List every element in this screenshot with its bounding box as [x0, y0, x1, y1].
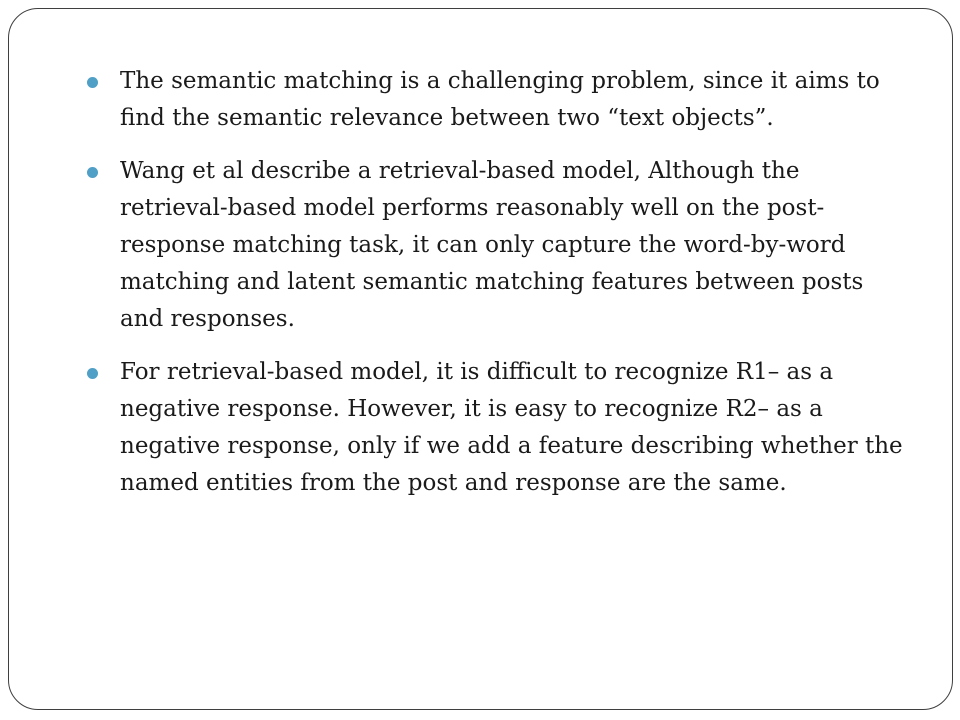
- bullet-dot-icon: [87, 368, 98, 379]
- slide-frame: [8, 8, 953, 710]
- bullet-text-1: The semantic matching is a challenging problem, since it aims to find the semantic relevance between two “text objects”.: [120, 68, 880, 131]
- bullet-item-2: [87, 153, 907, 338]
- bullet-list: [87, 63, 907, 518]
- bullet-dot-icon: [87, 77, 98, 88]
- bullet-text-2: Wang et al describe a retrieval-based model, Although the retrieval-based model performs reasonably well on the post-response matching task, it can only capture the word-by-word matching and latent semantic matching features between posts and responses.: [120, 158, 864, 332]
- bullet-text-3: For retrieval-based model, it is difficult to recognize R1– as a negative response. However, it is easy to recognize R2– as a negative response, only if we add a feature describing whether the named entities from the post and response are the same.: [120, 359, 903, 496]
- bullet-dot-icon: [87, 167, 98, 178]
- bullet-item-3: [87, 354, 907, 502]
- bullet-item-1: [87, 63, 907, 137]
